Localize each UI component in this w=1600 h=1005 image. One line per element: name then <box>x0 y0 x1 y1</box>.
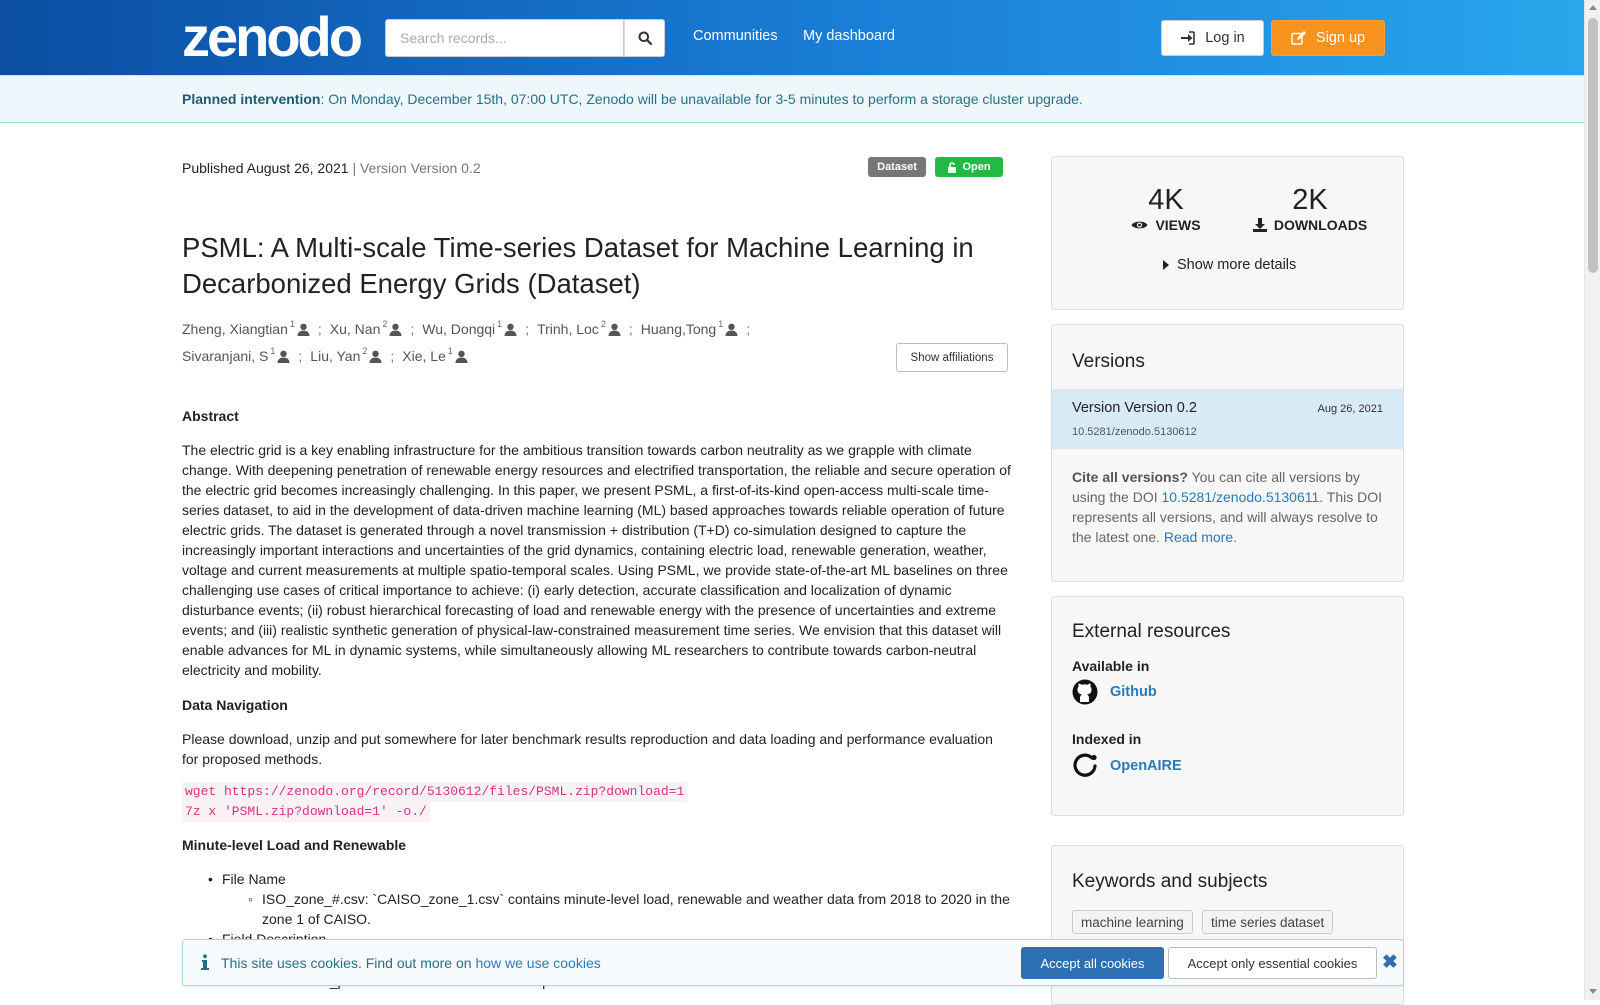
minute-level-heading: Minute-level Load and Renewable <box>182 837 407 853</box>
author-separator: ; <box>746 321 751 337</box>
available-in-heading: Available in <box>1072 658 1150 674</box>
read-more-link[interactable]: Read more. <box>1163 529 1237 545</box>
author-separator: ; <box>390 348 395 364</box>
accept-essential-cookies-button[interactable]: Accept only essential cookies <box>1168 947 1377 979</box>
affiliation-number: 2 <box>600 319 606 329</box>
version-info: | Version Version 0.2 <box>348 160 481 176</box>
author-separator: ; <box>298 348 303 364</box>
keyword-tag[interactable]: machine learning <box>1072 910 1193 934</box>
affiliation-number: 1 <box>718 319 724 329</box>
version-item[interactable] <box>1052 389 1403 449</box>
banner-message: : On Monday, December 15th, 07:00 UTC, Zenodo will be unavailable for 3-5 minutes to perform a storage cluster upgrade. <box>320 91 1083 107</box>
affiliation-number: 1 <box>289 319 295 329</box>
affiliation-number: 1 <box>497 319 503 329</box>
user-icon <box>389 323 402 336</box>
affiliation-number: 1 <box>447 346 453 356</box>
downloads-label-row <box>1245 217 1375 233</box>
external-resources-heading: External resources <box>1072 621 1231 642</box>
author-name: Xu, Nan <box>329 321 381 337</box>
show-affiliations-button[interactable]: Show affiliations <box>896 343 1008 372</box>
author[interactable] <box>402 343 468 370</box>
abstract-heading: Abstract <box>182 408 239 424</box>
affiliation-number: 2 <box>362 346 368 356</box>
affiliation-number: 1 <box>270 346 276 356</box>
author-name: Zheng, Xiangtian <box>182 321 288 337</box>
affiliation-number: 2 <box>382 319 388 329</box>
cookie-message: This site uses cookies. Find out more on <box>221 955 476 971</box>
user-icon <box>608 323 621 336</box>
resource-type-badge: Dataset <box>868 157 926 177</box>
stats-card <box>1051 156 1404 310</box>
show-more-label: Show more details <box>1177 257 1297 273</box>
scrollbar-thumb[interactable] <box>1588 18 1598 273</box>
abstract-text: The electric grid is a key enabling infrastructure for the ambitious transition towards carbon neutrality as we grapple with climate change. With deepening penetration of renewable energy resources and electrified transportation, the reliable and secure operation of the electric grid becomes increasingly challenging. In this paper, we present PSML, a first-of-its-kind open-access multi-scale time-series dataset, to aid in the development of data-driven machine learning (ML) based approaches towards reliable operation of future electric grids. The dataset is generated through a novel transmission + distribution (T+D) co-simulation designed to capture the increasingly important interactions and uncertainties of the grid dynamics, containing electric load, renewable generation, weather, voltage and current measurements at multiple spatio-temporal scales. Using PSML, we provide state-of-the-art ML baselines on three challenging use cases of critical importance to achieve: (i) early detection, accurate classification and localization of dynamic disturbance events; (ii) robust hierarchical forecasting of load and renewable energy with the presence of uncertainties and extreme events; and (iii) realistic synthetic generation of physical-law-constrained measurement time series. We envision that this dataset will enable advances for ML in dynamic systems, while simultaneously allowing ML researchers to contribute towards carbon-neutral electricity and mobility. <box>182 442 1011 678</box>
author-name: Xie, Le <box>402 348 446 364</box>
cookie-text <box>221 955 601 971</box>
show-more-details-toggle[interactable] <box>1163 257 1296 273</box>
downloads-label: DOWNLOADS <box>1273 217 1368 233</box>
accept-all-cookies-button[interactable]: Accept all cookies <box>1021 947 1164 979</box>
planned-intervention-banner <box>0 75 1584 123</box>
user-icon <box>455 350 468 363</box>
cookie-policy-link[interactable]: how we use cookies <box>475 955 601 971</box>
versions-heading: Versions <box>1072 351 1145 372</box>
cite-all-versions <box>1072 467 1387 547</box>
edit-icon <box>1291 31 1306 45</box>
openaire-label: OpenAIRE <box>1110 758 1182 774</box>
nav-communities[interactable]: Communities <box>693 28 778 44</box>
search-button[interactable] <box>624 19 665 57</box>
versions-card <box>1051 324 1404 582</box>
author-name: Huang,Tong <box>640 321 717 337</box>
top-header <box>0 0 1584 75</box>
access-label: Open <box>962 161 991 173</box>
author-separator: ; <box>628 321 633 337</box>
login-button[interactable] <box>1161 20 1264 56</box>
author[interactable] <box>422 316 517 343</box>
author[interactable] <box>182 343 290 370</box>
data-navigation-heading: Data Navigation <box>182 697 288 713</box>
views-label: VIEWS <box>1155 217 1201 233</box>
cite-text: You can cite all versions by using the DOI <box>1072 469 1360 505</box>
signup-button[interactable] <box>1271 20 1385 56</box>
banner-bold: Planned intervention <box>182 91 321 107</box>
openaire-icon <box>1072 753 1098 779</box>
code-line: wget https://zenodo.org/record/5130612/files/PSML.zip?download=1 <box>182 782 687 802</box>
user-icon <box>277 350 290 363</box>
external-resources-card <box>1051 596 1404 816</box>
author-name: Wu, Dongqi <box>422 321 496 337</box>
scroll-up-arrow-icon[interactable] <box>1589 5 1597 10</box>
user-icon <box>369 350 382 363</box>
search-input[interactable] <box>385 19 624 57</box>
nav-my-dashboard[interactable]: My dashboard <box>803 28 895 44</box>
author-separator: ; <box>525 321 530 337</box>
close-icon[interactable]: ✖ <box>1382 952 1398 973</box>
views-count: 4K <box>1148 184 1184 216</box>
author[interactable] <box>182 316 310 343</box>
list-item: ◦ ISO_zone_#.csv: `CAISO_zone_1.csv` contains minute-level load, renewable and weather data from 2018 to 2020 in the zone 1 of CAISO. <box>182 889 1012 929</box>
cookie-banner <box>182 939 1404 986</box>
concept-doi-link[interactable]: 10.5281/zenodo.5130611 <box>1161 489 1320 505</box>
version-date: Aug 26, 2021 <box>1317 403 1383 415</box>
indexed-in-heading: Indexed in <box>1072 731 1142 747</box>
author-separator: ; <box>410 321 415 337</box>
publication-info <box>182 160 481 176</box>
code-line: 7z x 'PSML.zip?download=1' -o./ <box>182 802 430 822</box>
page-scrollbar[interactable] <box>1584 0 1600 1000</box>
user-icon <box>504 323 517 336</box>
downloads-stat <box>1245 185 1375 233</box>
author[interactable] <box>537 316 621 343</box>
sign-in-icon <box>1180 31 1195 45</box>
login-label: Log in <box>1205 30 1245 46</box>
author-separator: ; <box>317 321 322 337</box>
github-link[interactable] <box>1072 679 1157 705</box>
downloads-count: 2K <box>1292 184 1328 216</box>
access-badge <box>935 157 1003 177</box>
author-name: Sivaranjani, S <box>182 348 269 364</box>
keyword-tag[interactable]: time series dataset <box>1202 910 1333 934</box>
signup-label: Sign up <box>1315 30 1366 46</box>
eye-icon <box>1131 219 1148 231</box>
zenodo-logo-icon <box>182 5 360 68</box>
scroll-down-arrow-icon[interactable] <box>1589 989 1597 994</box>
svg-text:zenodo: zenodo <box>182 5 360 68</box>
record-title: PSML: A Multi-scale Time-series Dataset for Machine Learning in Decarbonized Energy Grids (Dataset) <box>182 232 974 299</box>
views-stat <box>1116 185 1216 233</box>
caret-right-icon <box>1163 260 1169 270</box>
cite-bold: Cite all versions? <box>1072 469 1188 485</box>
published-date: Published August 26, 2021 <box>182 160 349 176</box>
list-item: • File Name <box>182 869 1012 889</box>
github-label: Github <box>1110 684 1157 700</box>
cite-text: . This DOI represents all versions, and will always resolve to the latest one. <box>1072 489 1383 545</box>
banner-text <box>182 91 1083 107</box>
data-navigation-text: Please download, unzip and put somewhere for later benchmark results reproduction and data loading and performance evaluation for proposed methods. <box>182 731 993 767</box>
unlock-icon <box>947 162 957 173</box>
download-icon <box>1253 218 1267 232</box>
views-label-row <box>1116 217 1216 233</box>
user-icon <box>725 323 738 336</box>
keywords-heading: Keywords and subjects <box>1072 871 1268 892</box>
search-icon <box>638 31 652 45</box>
search-bar <box>385 19 665 57</box>
authors-list <box>182 316 902 370</box>
author-name: Liu, Yan <box>310 348 361 364</box>
info-icon <box>201 954 209 970</box>
openaire-link[interactable] <box>1072 753 1182 779</box>
author[interactable] <box>641 316 739 343</box>
author[interactable] <box>310 343 382 370</box>
version-name: Version Version 0.2 <box>1072 400 1197 416</box>
zenodo-logo[interactable] <box>182 5 360 68</box>
author-name: Trinh, Loc <box>537 321 599 337</box>
user-icon <box>297 323 310 336</box>
github-icon <box>1072 679 1098 705</box>
version-doi: 10.5281/zenodo.5130612 <box>1072 426 1197 438</box>
